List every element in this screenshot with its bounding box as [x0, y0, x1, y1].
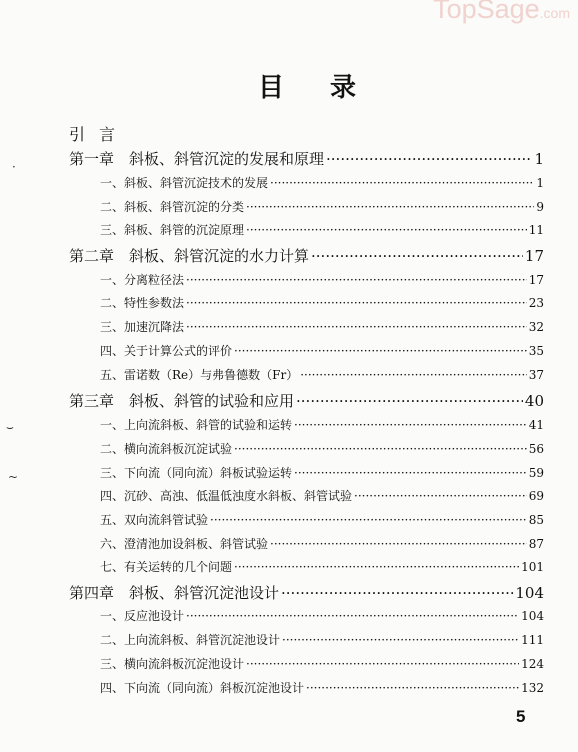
toc-section-entry: [100, 221, 544, 238]
toc-entry-page: 23: [528, 296, 544, 310]
toc-entry-title: 六、澄清池加设斜板、斜管试验: [100, 537, 269, 551]
toc-entry-page: 56: [528, 442, 544, 456]
toc-entry-title: 三、斜板、斜管的沉淀原理: [100, 223, 245, 237]
toc-entry-title: 三、横向流斜板沉淀池设计: [100, 657, 245, 671]
toc-leader-dots: [270, 176, 534, 190]
toc-section-entry: [100, 535, 544, 552]
page-number: 5: [516, 707, 526, 726]
toc-section-entry: [100, 558, 544, 575]
toc-leader-dots: [270, 537, 527, 551]
toc-section-entry: [100, 679, 544, 696]
toc-section-entry: [100, 607, 544, 624]
toc-leader-dots: [186, 296, 527, 310]
toc-entry-page: 85: [528, 513, 544, 527]
toc-entry-page: 41: [528, 418, 544, 432]
toc-entry-title: 四、下向流（同向流）斜板沉淀池设计: [100, 681, 305, 695]
toc-entry-page: 87: [528, 537, 544, 551]
toc-leader-dots: [246, 200, 534, 214]
toc-entry-title: 七、有关运转的几个问题: [100, 560, 233, 574]
toc-section-entry: [100, 271, 544, 288]
toc-entry-page: 111: [521, 633, 544, 647]
toc-section-entry: [100, 487, 544, 504]
toc-leader-dots: [296, 392, 523, 410]
toc-entry-page: 104: [515, 584, 544, 602]
toc-section-entry: [100, 198, 544, 215]
toc-leader-dots: [326, 150, 532, 168]
toc-section-entry: [100, 440, 544, 457]
toc-entry-title: 一、斜板、斜管沉淀技术的发展: [100, 176, 269, 190]
toc-leader-dots: [186, 609, 519, 623]
toc-entry-page: 35: [528, 344, 544, 358]
watermark-text: TopSage: [433, 0, 540, 24]
toc-entry-title: 二、特性参数法: [100, 296, 185, 310]
toc-section-entry: [100, 511, 544, 528]
page-title: 目录: [258, 73, 403, 103]
toc-entry-page: 1: [534, 150, 544, 168]
toc-entry-page: 124: [521, 657, 544, 671]
toc-section-entry: [100, 655, 544, 672]
toc-section-entry: [100, 366, 544, 383]
toc-entry-page: 101: [521, 560, 544, 574]
toc-leader-dots: [294, 466, 527, 480]
toc-leader-dots: [234, 560, 519, 574]
toc-section-entry: [100, 318, 544, 335]
toc-entry-title: 五、雷诺数（Re）与弗鲁德数（Fr）: [100, 368, 299, 382]
toc-chapter-entry: [69, 390, 544, 411]
toc-section-entry: [100, 464, 544, 481]
toc-leader-dots: [234, 344, 527, 358]
toc-entry-title: 第二章 斜板、斜管沉淀的水力计算: [69, 247, 310, 265]
toc-leader-dots: [306, 681, 519, 695]
stray-mark: ⌣: [6, 420, 14, 434]
toc-entry-page: 17: [524, 247, 544, 265]
toc-entry-title: 第三章 斜板、斜管的试验和应用: [69, 392, 295, 410]
toc-entry-title: 五、双向流斜管试验: [100, 513, 209, 527]
toc-entry-title: 一、反应池设计: [100, 609, 185, 623]
preface-heading: 引言: [69, 125, 130, 144]
watermark-suffix: .com: [539, 5, 570, 21]
toc-section-entry: [100, 631, 544, 648]
toc-entry-page: 1: [536, 176, 544, 190]
toc-entry-page: 69: [528, 489, 544, 503]
toc-entry-page: 104: [521, 609, 544, 623]
toc-leader-dots: [246, 223, 527, 237]
toc-leader-dots: [210, 513, 527, 527]
toc-entry-title: 二、斜板、斜管沉淀的分类: [100, 200, 245, 214]
toc-leader-dots: [354, 489, 527, 503]
stray-mark: ~: [8, 470, 19, 484]
toc-entry-page: 9: [536, 200, 544, 214]
watermark-logo: [433, 0, 570, 25]
toc-entry-title: 三、加速沉降法: [100, 320, 185, 334]
toc-section-entry: [100, 174, 544, 191]
toc-leader-dots: [281, 584, 513, 602]
toc-entry-page: 59: [528, 466, 544, 480]
toc-entry-page: 32: [528, 320, 544, 334]
toc-chapter-entry: [69, 582, 544, 603]
toc-entry-page: 17: [528, 273, 544, 287]
toc-leader-dots: [311, 247, 523, 265]
toc-entry-title: 第四章 斜板、斜管沉淀池设计: [69, 584, 280, 602]
toc-chapter-entry: [69, 148, 544, 169]
toc-leader-dots: [186, 273, 527, 287]
toc-leader-dots: [234, 442, 527, 456]
toc-entry-page: 40: [524, 392, 544, 410]
toc-entry-page: 37: [528, 368, 544, 382]
toc-leader-dots: [294, 418, 527, 432]
toc-entry-title: 第一章 斜板、斜管沉淀的发展和原理: [69, 150, 325, 168]
toc-section-entry: [100, 416, 544, 433]
toc-entry-title: 一、上向流斜板、斜管的试验和运转: [100, 418, 293, 432]
toc-entry-title: 三、下向流（同向流）斜板试验运转: [100, 466, 293, 480]
toc-entry-page: 11: [528, 223, 544, 237]
toc-leader-dots: [186, 320, 527, 334]
toc-entry-page: 132: [521, 681, 544, 695]
toc-entry-title: 四、关于计算公式的评价: [100, 344, 233, 358]
toc-section-entry: [100, 342, 544, 359]
toc-leader-dots: [246, 657, 519, 671]
toc-chapter-entry: [69, 245, 544, 266]
toc-entry-title: 一、分离粒径法: [100, 273, 185, 287]
stray-mark: ·: [12, 160, 16, 174]
toc-entry-title: 二、横向流斜板沉淀试验: [100, 442, 233, 456]
toc-leader-dots: [300, 368, 527, 382]
toc-section-entry: [100, 294, 544, 311]
toc-leader-dots: [282, 633, 519, 647]
toc-entry-title: 二、上向流斜板、斜管沉淀池设计: [100, 633, 281, 647]
toc-entry-title: 四、沉砂、高浊、低温低浊度水斜板、斜管试验: [100, 489, 353, 503]
